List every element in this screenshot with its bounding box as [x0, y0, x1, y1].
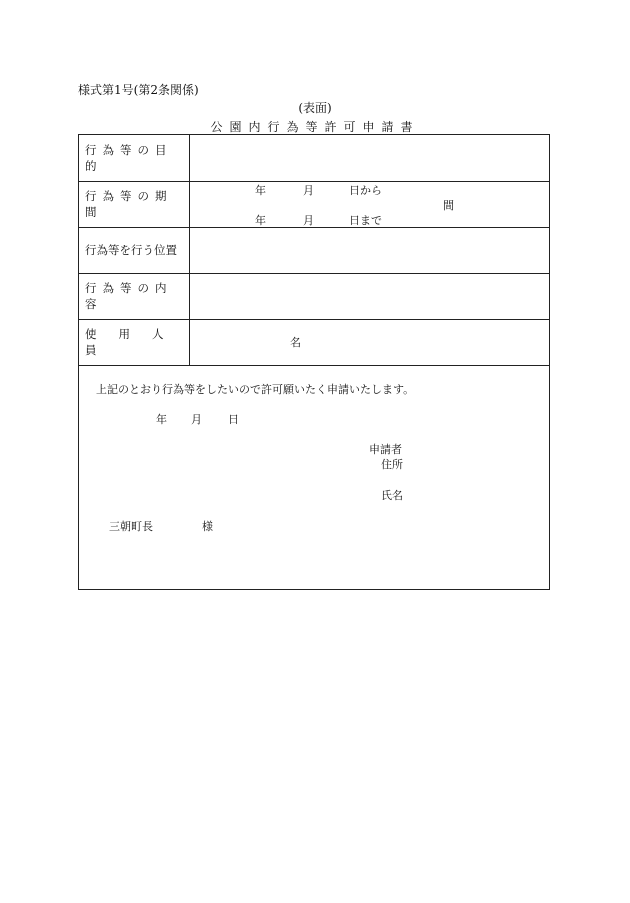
- end-month: 月: [303, 214, 314, 227]
- date-year: 年: [156, 413, 167, 426]
- applicant-name-label: 氏名: [381, 489, 403, 502]
- document-title: 公園内行為等許可申請書: [210, 120, 420, 134]
- personnel-unit: 名: [290, 336, 301, 349]
- form-number: 様式第1号(第2条関係): [78, 83, 199, 97]
- applicant-heading: 申請者: [369, 443, 402, 456]
- row-location: [79, 227, 549, 274]
- row-personnel: [79, 319, 549, 366]
- purpose-label: 行為等の目的: [79, 135, 190, 181]
- start-day: 日から: [349, 184, 382, 197]
- duration-unit: 間: [443, 199, 454, 212]
- application-form: [78, 134, 550, 590]
- date-day: 日: [228, 413, 239, 426]
- row-period: [79, 181, 549, 228]
- addressee-honorific: 様: [202, 520, 213, 533]
- location-label: 行為等を行う位置: [79, 227, 190, 273]
- row-purpose: [79, 135, 549, 182]
- start-month: 月: [303, 184, 314, 197]
- personnel-label: 使用人員: [79, 319, 190, 365]
- side-label: (表面): [298, 101, 332, 115]
- start-year: 年: [255, 184, 266, 197]
- row-content: [79, 273, 549, 320]
- date-month: 月: [191, 413, 202, 426]
- end-day: 日まで: [349, 214, 382, 227]
- addressee-name: 三朝町長: [109, 520, 153, 533]
- end-year: 年: [255, 214, 266, 227]
- period-label: 行為等の期間: [79, 181, 190, 227]
- statement: 上記のとおり行為等をしたいので許可願いたく申請いたします。: [96, 383, 415, 396]
- content-label: 行為等の内容: [79, 273, 190, 319]
- applicant-address-label: 住所: [381, 458, 403, 471]
